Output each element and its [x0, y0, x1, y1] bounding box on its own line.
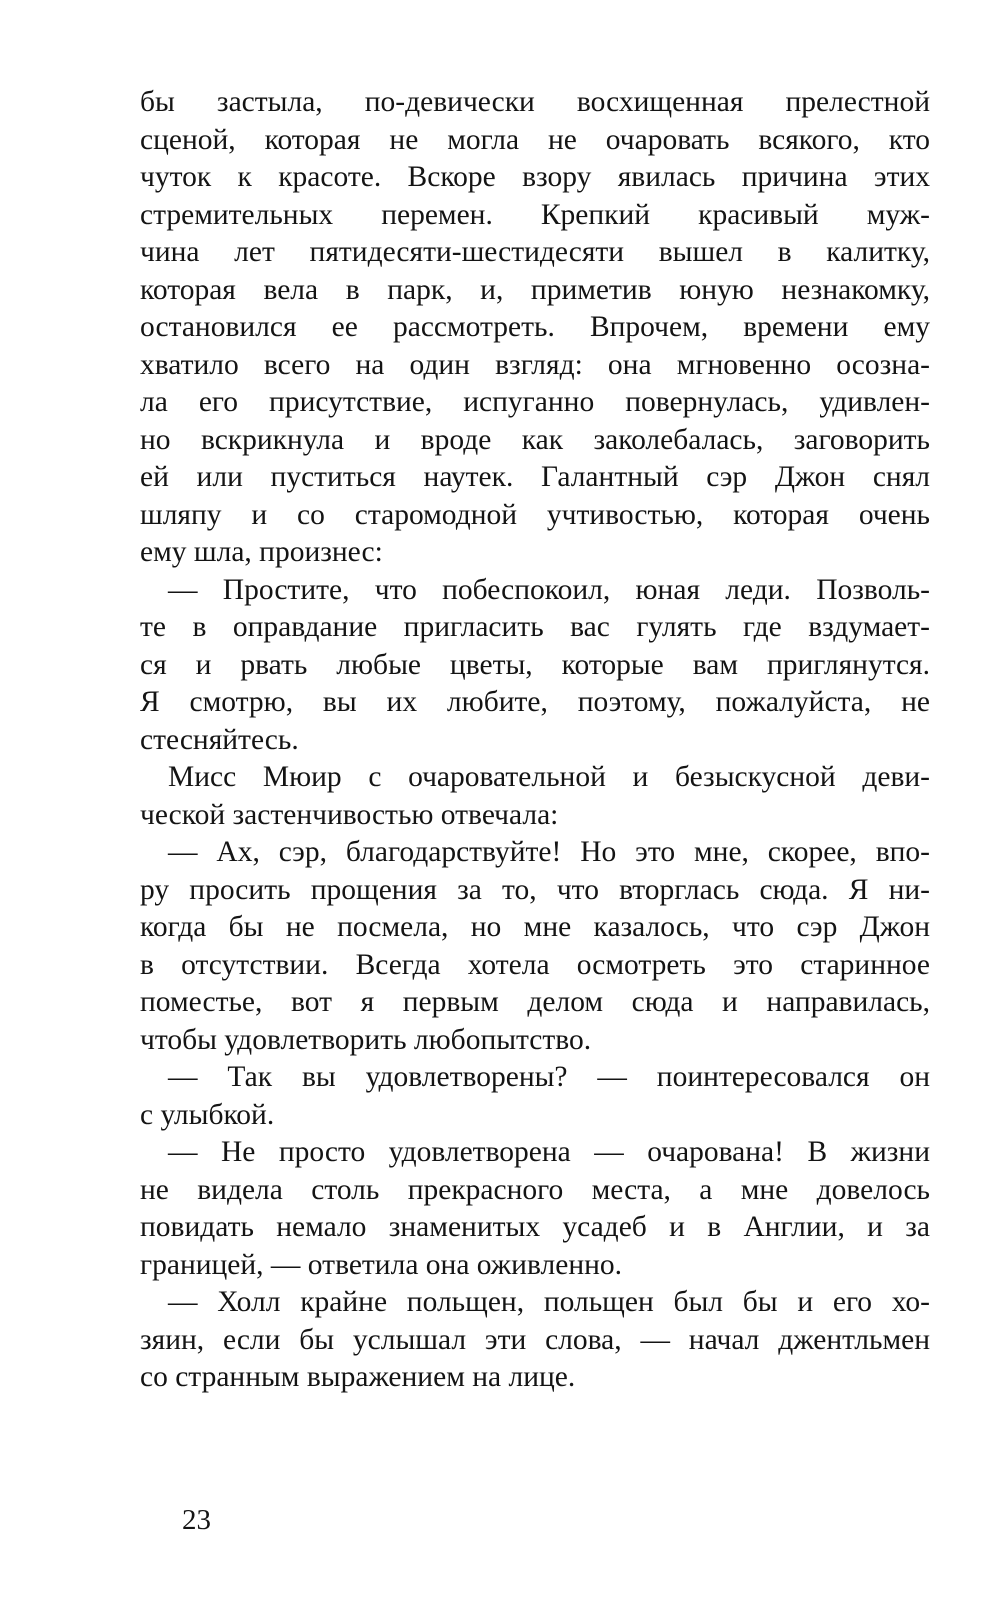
- text-line: поместье, вот я первым делом сюда и направилась,: [140, 986, 930, 1018]
- text-line: ла его присутствие, испуганно повернулась, удивлен-: [140, 386, 930, 418]
- text-line: хватило всего на один взгляд: она мгновенно осозна-: [140, 348, 930, 381]
- text-line: — Не просто удовлетворена — очарована! В жизни: [168, 1136, 930, 1168]
- text-line: повидать немало знаменитых усадеб и в Англии, и за: [140, 1211, 930, 1243]
- text-line: — Так вы удовлетворены? — поинтересовался он: [168, 1061, 930, 1093]
- text-line: бы застыла, по-девически восхищенная прелестной: [140, 86, 930, 118]
- text-line: сценой, которая не могла не очаровать всякого, кто: [140, 123, 930, 156]
- text-line: зяин, если бы услышал эти слова, — начал джентльмен: [140, 1323, 930, 1356]
- page-number: 23: [182, 1504, 211, 1536]
- text-line: стесняйтесь.: [140, 723, 299, 756]
- text-line: чуток к красоте. Вскоре взору явилась причина этих: [140, 161, 930, 193]
- text-line: ся и рвать любые цветы, которые вам приглянутся.: [140, 648, 930, 681]
- text-line: шляпу и со старомодной учтивостью, которая очень: [140, 498, 930, 531]
- text-line: ему шла, произнес:: [140, 536, 383, 568]
- text-line: ру просить прощения за то, что вторглась сюда. Я ни-: [140, 873, 930, 906]
- text-line: остановился ее рассмотреть. Впрочем, времени ему: [140, 311, 930, 343]
- text-line: с улыбкой.: [140, 1098, 275, 1131]
- text-line: когда бы не посмела, но мне казалось, что сэр Джон: [140, 911, 930, 943]
- text-line: но вскрикнула и вроде как заколебалась, заговорить: [140, 423, 930, 456]
- text-line: Мисс Мюир с очаровательной и безыскусной деви-: [168, 761, 930, 793]
- text-line: в отсутствии. Всегда хотела осмотреть это старинное: [140, 948, 930, 981]
- text-line: чтобы удовлетворить любопытство.: [140, 1023, 592, 1056]
- text-line: ческой застенчивостью отвечала:: [140, 798, 559, 831]
- text-line: — Холл крайне польщен, польщен был бы и его хо-: [168, 1286, 930, 1318]
- text-line: те в оправдание пригласить вас гулять где вздумает-: [140, 611, 930, 643]
- text-line: — Простите, что побеспокоил, юная леди. Позволь-: [168, 573, 930, 606]
- text-line: стремительных перемен. Крепкий красивый муж-: [140, 198, 930, 231]
- text-line: границей, — ответила она оживленно.: [140, 1248, 623, 1281]
- text-line: — Ах, сэр, благодарствуйте! Но это мне, скорее, впо-: [168, 836, 930, 868]
- text-line: Я смотрю, вы их любите, поэтому, пожалуйста, не: [140, 686, 930, 718]
- text-line: чина лет пятидесяти-шестидесяти вышел в калитку,: [140, 236, 930, 268]
- body-text: [140, 84, 930, 1397]
- text-line: которая вела в парк, и, приметив юную незнакомку,: [140, 273, 930, 306]
- text-line: со странным выражением на лице.: [140, 1361, 576, 1393]
- text-line: не видела столь прекрасного места, а мне довелось: [140, 1173, 930, 1206]
- text-line: ей или пуститься наутек. Галантный сэр Джон снял: [140, 461, 930, 493]
